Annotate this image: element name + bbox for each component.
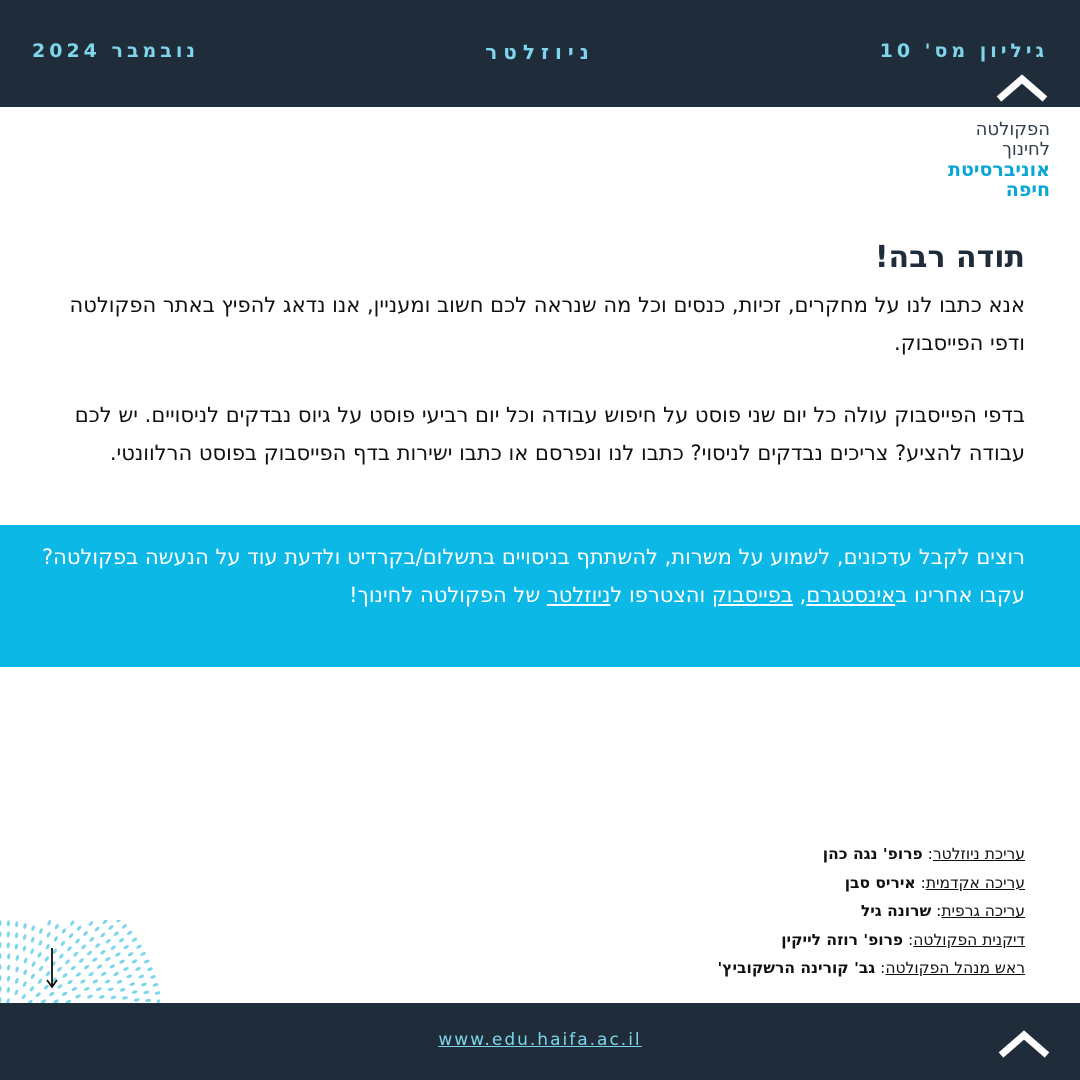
follow-join: והצטרפו ל	[610, 583, 712, 607]
issue-date: נובמבר 2024	[32, 40, 199, 62]
logo-line-education: לחינוך	[1002, 139, 1050, 160]
follow-suffix: של הפקולטה לחינוך!	[349, 583, 547, 607]
decorative-dots	[0, 920, 160, 1004]
credit-role: עריכה אקדמית	[925, 873, 1025, 892]
follow-us-line	[35, 576, 1025, 614]
down-arrow-icon	[45, 948, 59, 990]
credit-row: עריכת ניוזלטר: פרופ' נגה כהן	[822, 845, 1025, 863]
updates-question: רוצים לקבל עדכונים, לשמוע על משרות, להשתתף בניסויים בתשלום/בקרדיט ולדעת עוד על הנעשה בפקולטה?	[41, 545, 1025, 569]
paragraph-facebook-posts: בדפי הפייסבוק עולה כל יום שני פוסט על חיפוש עבודה וכל יום רביעי פוסט על גיוס נבדקים לניסויים. יש לכם עבודה להציע? צריכים נבדקים לניסוי? כתבו לנו ונפרסם או כתבו ישירות בדף הפייסבוק בפוסט הרלוונטי.	[74, 403, 1025, 465]
logo-line-faculty: הפקולטה	[975, 119, 1050, 140]
credit-row: עריכה אקדמית: איריס סבן	[844, 873, 1025, 892]
website-link[interactable]: www.edu.haifa.ac.il	[438, 1030, 642, 1050]
credit-row: דיקנית הפקולטה: פרופ' רוזה לייקין	[781, 930, 1025, 949]
chevron-up-logo-icon	[996, 72, 1048, 102]
credit-role: עריכה גרפית	[941, 902, 1025, 920]
credit-role: ראש מנהל הפקולטה	[885, 959, 1025, 977]
credit-name: פרופ' נגה כהן	[822, 845, 923, 863]
credit-role: עריכת ניוזלטר	[932, 845, 1025, 863]
logo-line-university: אוניברסיטת	[948, 159, 1050, 181]
paragraph-write-to-us: אנא כתבו לנו על מחקרים, זכיות, כנסים וכל מה שנראה לכם חשוב ומעניין, אנו נדאג להפיץ באתר הפקולטה ודפי הפייסבוק.	[69, 293, 1025, 355]
credit-row: עריכה גרפית: שרונה גיל	[860, 902, 1025, 920]
credit-name: איריס סבן	[844, 873, 916, 892]
newsletter-title: ניוזלטר	[485, 40, 595, 64]
issue-number: גיליון מס' 10	[879, 40, 1048, 62]
newsletter-link[interactable]: ניוזלטר	[546, 583, 611, 607]
credits-list	[718, 840, 1026, 983]
credit-row: ראש מנהל הפקולטה: גב' קורינה הרשקוביץ'	[717, 959, 1025, 977]
thanks-heading: תודה רבה!	[874, 240, 1025, 275]
instagram-link[interactable]: אינסטגרם	[806, 583, 896, 607]
logo-line-haifa: חיפה	[1005, 179, 1050, 201]
facebook-link[interactable]: בפייסבוק	[711, 583, 793, 607]
follow-prefix: עקבו אחרינו ב	[895, 583, 1025, 607]
follow-comma: ,	[792, 583, 807, 607]
credit-name: שרונה גיל	[860, 902, 932, 920]
call-to-action-text	[35, 538, 1025, 614]
chevron-up-footer-icon	[998, 1028, 1050, 1058]
faculty-logo	[948, 120, 1050, 200]
credit-role: דיקנית הפקולטה	[913, 930, 1025, 949]
credit-name: פרופ' רוזה לייקין	[781, 930, 904, 949]
credit-name: גב' קורינה הרשקוביץ'	[717, 959, 876, 977]
